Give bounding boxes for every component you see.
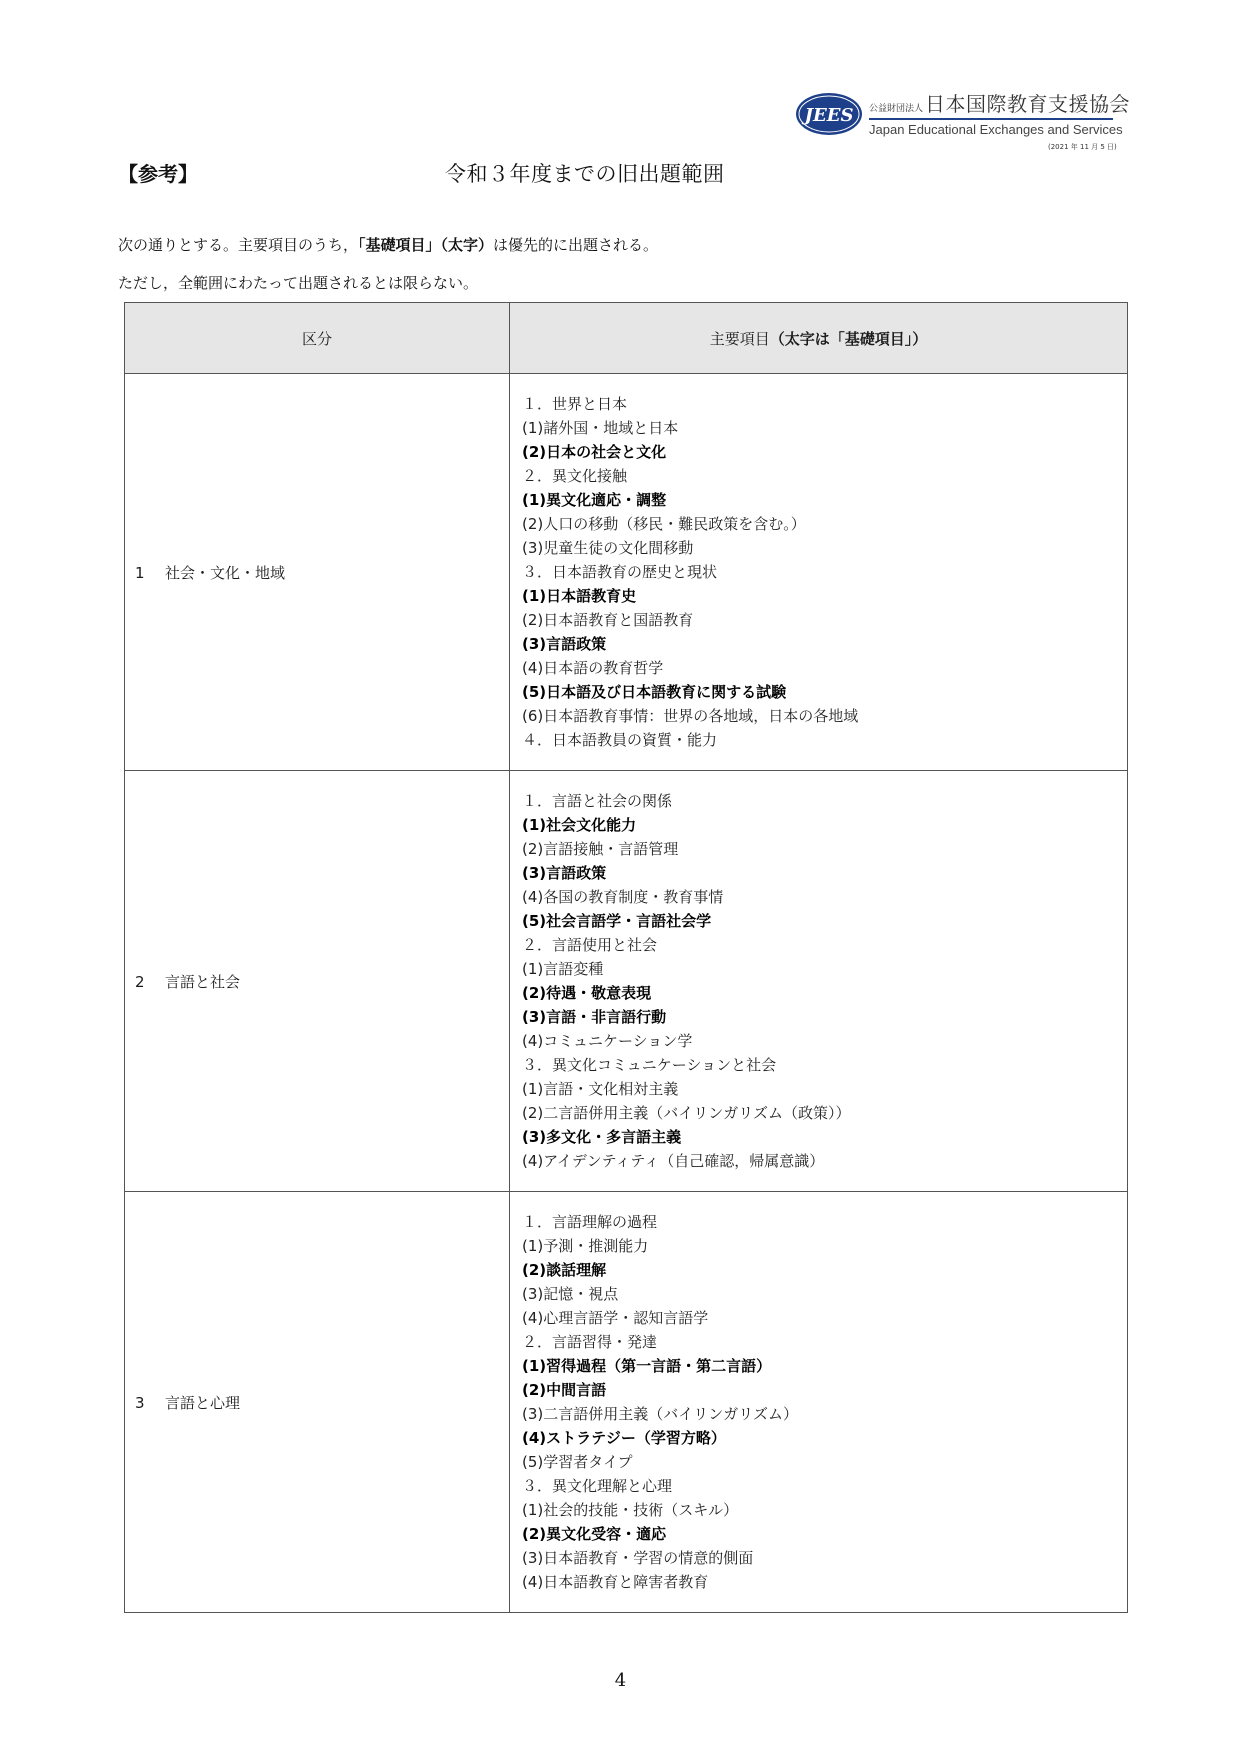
basic-item: (1)社会文化能力 bbox=[522, 816, 637, 834]
basic-item: (5)社会言語学・言語社会学 bbox=[522, 912, 712, 930]
items-cell bbox=[510, 1192, 1128, 1613]
list-item: (4)心理言語学・認知言語学 bbox=[522, 1309, 709, 1327]
page-number: 4 bbox=[614, 1670, 627, 1691]
basic-item: (3)言語政策 bbox=[522, 635, 607, 653]
list-item: (2)人口の移動（移民・難民政策を含む。） bbox=[522, 515, 806, 533]
basic-item: (1)日本語教育史 bbox=[522, 587, 637, 605]
basic-item: (2)談話理解 bbox=[522, 1261, 607, 1279]
list-item: ４．日本語教員の資質・能力 bbox=[522, 731, 718, 749]
list-item: (6)日本語教育事情：世界の各地域，日本の各地域 bbox=[522, 707, 859, 725]
basic-item: (2)日本の社会と文化 bbox=[522, 443, 667, 461]
list-item: １．言語と社会の関係 bbox=[522, 792, 673, 810]
logo-text: JEES bbox=[804, 105, 854, 126]
basic-item: (1)習得過程（第一言語・第二言語） bbox=[522, 1357, 772, 1375]
list-item: １．言語理解の過程 bbox=[522, 1213, 658, 1231]
category-number: 1 bbox=[135, 563, 145, 582]
table-header-row bbox=[125, 303, 1128, 374]
list-item: (4)日本語の教育哲学 bbox=[522, 659, 664, 677]
list-item: (1)予測・推測能力 bbox=[522, 1237, 649, 1255]
org-prefix: 公益財団法人 bbox=[869, 104, 924, 114]
basic-item: (3)多文化・多言語主義 bbox=[522, 1128, 682, 1146]
list-item: (1)言語変種 bbox=[522, 960, 604, 978]
org-underline bbox=[869, 118, 1113, 120]
basic-item: (1)異文化適応・調整 bbox=[522, 491, 667, 509]
table-body bbox=[125, 374, 1128, 1613]
header-logo bbox=[795, 88, 1131, 140]
table-row bbox=[125, 374, 1128, 771]
list-item: (2)二言語併用主義（バイリンガリズム（政策）） bbox=[522, 1104, 851, 1122]
table-row bbox=[125, 771, 1128, 1192]
category-name: 言語と心理 bbox=[165, 1393, 241, 1412]
items-cell bbox=[510, 771, 1128, 1192]
list-item: (2)日本語教育と国語教育 bbox=[522, 611, 694, 629]
list-item: ２．言語使用と社会 bbox=[522, 936, 658, 954]
list-item: ３．日本語教育の歴史と現状 bbox=[522, 563, 718, 581]
category-cell bbox=[125, 771, 510, 1192]
category-cell bbox=[125, 374, 510, 771]
org-english-name: Japan Educational Exchanges and Services bbox=[869, 122, 1123, 137]
list-item: (4)各国の教育制度・教育事情 bbox=[522, 888, 724, 906]
list-item: ２．異文化接触 bbox=[522, 467, 628, 485]
items-cell bbox=[510, 374, 1128, 771]
category-name: 言語と社会 bbox=[165, 972, 241, 991]
basic-item: (2)待遇・敬意表現 bbox=[522, 984, 652, 1002]
list-item: (1)社会的技能・技術（スキル） bbox=[522, 1501, 739, 1519]
category-cell bbox=[125, 1192, 510, 1613]
intro-line-1: 次の通りとする。主要項目のうち，「基礎項目」（太字）は優先的に出題される。 bbox=[118, 236, 659, 254]
reference-label: 【参考】 bbox=[118, 162, 198, 186]
category-number: 3 bbox=[135, 1393, 145, 1412]
list-item: (5)学習者タイプ bbox=[522, 1453, 633, 1471]
list-item: ３．異文化コミュニケーションと社会 bbox=[522, 1056, 777, 1074]
scope-table bbox=[124, 302, 1128, 1613]
list-item: (4)コミュニケーション学 bbox=[522, 1032, 693, 1050]
page-title: 令和３年度までの旧出題範囲 bbox=[445, 162, 725, 186]
list-item: (4)日本語教育と障害者教育 bbox=[522, 1573, 709, 1591]
basic-item: (2)異文化受容・適応 bbox=[522, 1525, 667, 1543]
basic-item: (2)中間言語 bbox=[522, 1381, 607, 1399]
list-item: (3)二言語併用主義（バイリンガリズム） bbox=[522, 1405, 798, 1423]
list-item: (2)言語接触・言語管理 bbox=[522, 840, 679, 858]
category-name: 社会・文化・地域 bbox=[165, 563, 286, 582]
list-item: (4)アイデンティティ（自己確認，帰属意識） bbox=[522, 1152, 825, 1170]
org-name: 日本国際教育支援協会 bbox=[925, 92, 1131, 116]
list-item: ３．異文化理解と心理 bbox=[522, 1477, 673, 1495]
basic-item: (3)言語・非言語行動 bbox=[522, 1008, 667, 1026]
list-item: (1)言語・文化相対主義 bbox=[522, 1080, 679, 1098]
intro-bold-phrase: 「基礎項目」（太字） bbox=[358, 236, 494, 254]
category-number: 2 bbox=[135, 972, 145, 991]
issue-date: (2021 年 11 月 5 日) bbox=[1048, 143, 1117, 151]
list-item: (3)児童生徒の文化間移動 bbox=[522, 539, 694, 557]
header-items: 主要項目（太字は「基礎項目」） bbox=[510, 303, 1128, 374]
header-category: 区分 bbox=[125, 303, 510, 374]
basic-item: (5)日本語及び日本語教育に関する試験 bbox=[522, 683, 787, 701]
jees-logo-icon bbox=[795, 92, 863, 136]
list-item: (3)記憶・視点 bbox=[522, 1285, 619, 1303]
list-item: (1)諸外国・地域と日本 bbox=[522, 419, 679, 437]
list-item: １．世界と日本 bbox=[522, 395, 628, 413]
list-item: ２．言語習得・発達 bbox=[522, 1333, 658, 1351]
list-item: (3)日本語教育・学習の情意的側面 bbox=[522, 1549, 754, 1567]
basic-item: (3)言語政策 bbox=[522, 864, 607, 882]
basic-item: (4)ストラテジー（学習方略） bbox=[522, 1429, 726, 1447]
intro-line-2: ただし，全範囲にわたって出題されるとは限らない。 bbox=[118, 274, 479, 292]
table-row bbox=[125, 1192, 1128, 1613]
